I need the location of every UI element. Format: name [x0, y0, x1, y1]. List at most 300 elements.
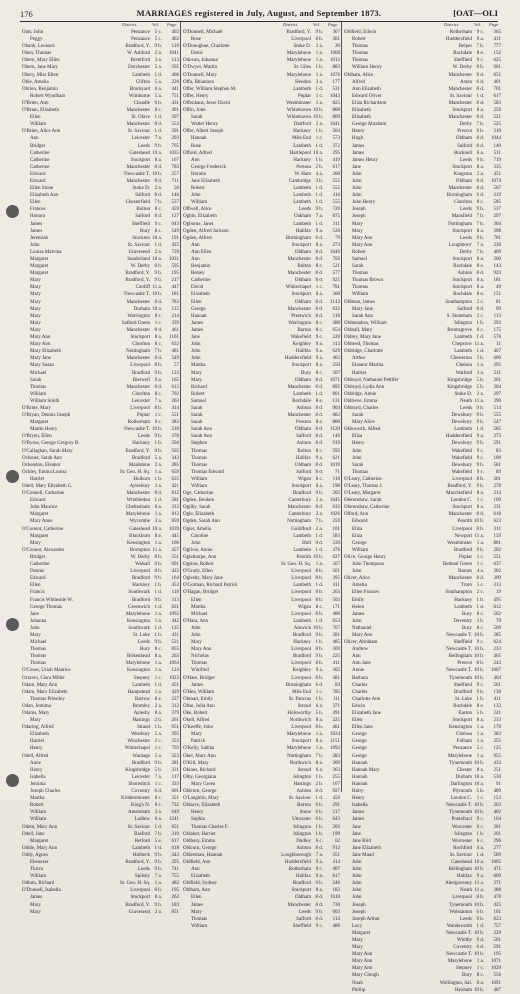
entry-page: 225: [332, 654, 340, 660]
entry-page: 233: [493, 718, 501, 724]
entry-volume: 9 b.: [154, 44, 162, 50]
index-entry: [344, 589, 502, 596]
entry-district: Manchester: [287, 257, 311, 262]
entry-name: Ogden, Reuben: [183, 498, 215, 504]
entry-volume: 9 b.: [154, 271, 162, 277]
index-entry: [22, 79, 180, 86]
entry-volume: 1 d.: [476, 923, 484, 929]
entry-volume: 6 a.: [315, 703, 323, 709]
entry-name: Robert: [191, 391, 205, 397]
index-entry: [22, 370, 180, 377]
entry-volume: 1 b.: [476, 597, 484, 603]
entry-volume: 7 b.: [154, 349, 162, 355]
entry-name: Mary Anne: [30, 519, 53, 525]
entry-volume: 8 a.: [476, 257, 484, 262]
entry-page: 632: [332, 306, 340, 312]
entry-name: Joseph: [352, 207, 366, 213]
index-entry: [22, 362, 180, 369]
index-entry: [344, 171, 502, 178]
entry-page: 521: [332, 264, 340, 270]
entry-name: O'Leary, Margaret: [344, 491, 381, 497]
index-entry: [22, 824, 180, 831]
entry-volume: 8 d.: [154, 384, 162, 390]
entry-page: 283: [332, 753, 340, 759]
entry-name: O'Brien, Ann: [22, 100, 49, 106]
entry-page: 1026: [330, 512, 340, 518]
entry-volume: 1 a.: [476, 732, 484, 738]
index-entry: [344, 781, 502, 788]
entry-name: Harriet: [30, 739, 45, 745]
entry-name: Hannah: [352, 760, 368, 766]
index-entry: [344, 597, 502, 604]
entry-district: Marylebone: [125, 661, 150, 667]
entry-district: Lambeth: [293, 86, 311, 92]
entry-district: Amersham: [128, 810, 150, 816]
entry-page: 1092: [169, 611, 179, 617]
index-entry: [344, 242, 502, 249]
entry-volume: 1 d.: [315, 200, 323, 206]
entry-district: Sunderland: [127, 257, 150, 262]
entry-volume: 8 c.: [154, 391, 162, 397]
entry-page: 220: [332, 335, 340, 341]
entry-page: 691: [171, 562, 179, 568]
entry-page: 1010: [330, 895, 340, 901]
index-entry: [344, 689, 502, 696]
entry-name: Mary Jane: [30, 356, 51, 362]
entry-page: 912: [332, 845, 340, 851]
entry-district: Aston: [460, 79, 472, 85]
entry-name: Oats, John: [22, 30, 44, 35]
entry-volume: 9 c.: [476, 448, 484, 454]
entry-name: Mary Alice: [352, 420, 375, 426]
entry-district: Newcastle T.: [446, 668, 472, 674]
entry-district: Stoke D.: [454, 391, 472, 397]
index-entry: [22, 717, 180, 724]
entry-name: Ogier, Amelia: [183, 526, 212, 532]
entry-district: Bradford: [292, 491, 311, 497]
entry-name: Henry: [191, 810, 204, 816]
entry-volume: 2 a.: [315, 498, 323, 504]
entry-district: Penzance: [131, 37, 150, 43]
entry-name: Oge, Catherine: [183, 491, 214, 497]
entry-page: 482: [171, 881, 179, 887]
entry-name: Ellen: [191, 299, 202, 305]
entry-page: 339: [332, 540, 340, 546]
index-entry: [344, 930, 502, 937]
entry-district: Halifax: [296, 455, 311, 461]
entry-name: John: [352, 178, 362, 184]
entry-volume: 8 d.: [476, 86, 484, 92]
entry-volume: 7 b.: [315, 519, 323, 525]
index-entry: [183, 795, 341, 802]
entry-district: Lambeth: [293, 143, 311, 149]
entry-district: Pontefract: [451, 817, 472, 823]
index-entry: [183, 86, 341, 93]
index-entry: [344, 944, 502, 951]
entry-volume: 9 a.: [315, 349, 323, 355]
entry-page: 402: [493, 810, 501, 816]
entry-name: Thirza: [30, 867, 44, 873]
entry-page: 447: [171, 285, 179, 291]
entry-district: Wigan: [297, 604, 311, 610]
entry-volume: 2 c.: [476, 590, 484, 596]
entry-volume: 9 b.: [154, 640, 162, 646]
entry-district: Leicester: [131, 136, 150, 142]
index-entry: [22, 554, 180, 561]
entry-name: Ogilby, Sarah: [183, 505, 211, 511]
entry-volume: 2 a.: [315, 512, 323, 518]
entry-name: William: [30, 391, 47, 397]
entry-name: Mary: [30, 718, 41, 724]
entry-district: Lambeth: [454, 427, 472, 433]
index-entry: [183, 36, 341, 43]
entry-district: Kensington: [126, 618, 150, 624]
entry-name: Thomas: [30, 661, 47, 667]
entry-page: 250: [332, 363, 340, 369]
entry-name: Obern, Mary Ellen: [22, 58, 60, 64]
entry-page: 751: [171, 93, 179, 99]
index-entry: [183, 433, 341, 440]
entry-volume: 9 b.: [476, 157, 484, 163]
entry-volume: 1 b.: [315, 824, 323, 830]
entry-name: Margaret: [30, 257, 49, 262]
entry-page: 89: [496, 469, 501, 475]
entry-district: Worcester: [451, 824, 472, 830]
entry-volume: 1 c.: [154, 413, 162, 419]
entry-name: Bridget: [30, 143, 45, 149]
index-entry: [22, 270, 180, 277]
index-entry: [183, 660, 341, 667]
entry-page: 255: [493, 739, 501, 745]
entry-district: Nottingham: [126, 349, 150, 355]
entry-name: Oldroyd, Lydia Ann: [344, 384, 385, 390]
entry-volume: 8 d.: [476, 186, 484, 192]
index-column-1: [22, 22, 180, 916]
entry-volume: 9 b.: [154, 902, 162, 908]
entry-volume: 1 a.: [315, 746, 323, 752]
entry-volume: 1 b.: [315, 640, 323, 646]
index-entry: [22, 469, 180, 476]
entry-name: Richard: [191, 384, 207, 390]
entry-district: Warrington: [288, 320, 311, 326]
entry-page: 241: [493, 711, 501, 716]
entry-page: 243: [493, 661, 501, 667]
entry-name: Rose: [191, 37, 201, 43]
entry-name: Oldfield, Sydney: [183, 881, 218, 887]
entry-page: 313: [171, 597, 179, 603]
entry-name: Mary: [30, 306, 41, 312]
entry-volume: 4 a.: [476, 845, 484, 851]
entry-page: 741: [171, 867, 179, 873]
entry-district: Leeds: [460, 235, 472, 241]
entry-district: Hartlepool: [289, 150, 311, 156]
entry-name: William: [352, 547, 369, 553]
entry-page: 257: [171, 171, 179, 177]
entry-volume: 8 e.: [154, 696, 162, 702]
index-entry: [344, 958, 502, 965]
entry-name: O'Kill, Mary: [183, 760, 209, 766]
entry-name: Robert: [352, 249, 366, 255]
entry-name: Catherine: [30, 157, 50, 163]
index-entry: [183, 213, 341, 220]
entry-volume: 8 d.: [315, 271, 323, 277]
entry-name: O'Connor, Alexander: [22, 547, 65, 553]
entry-district: Oldham: [294, 427, 311, 433]
index-entry: [183, 199, 341, 206]
index-entry: [22, 455, 180, 462]
entry-name: Martha: [191, 604, 206, 610]
index-entry: [344, 433, 502, 440]
entry-volume: 11 a.: [474, 881, 484, 887]
entry-volume: 10 b.: [474, 902, 484, 908]
entry-name: Mary: [30, 902, 41, 908]
entry-volume: 8 c.: [154, 108, 162, 114]
entry-page: 485: [332, 640, 340, 646]
index-entry: [183, 341, 341, 348]
entry-district: Fulham: [456, 739, 472, 745]
index-entry: [344, 291, 502, 298]
entry-page: 637: [493, 562, 501, 568]
index-entry: [22, 646, 180, 653]
entry-name: O'Hea, William: [183, 689, 215, 695]
entry-page: 629: [332, 349, 340, 355]
entry-page: 429: [171, 689, 179, 695]
entry-district: Blackburn: [129, 533, 150, 539]
entry-page: 81: [496, 299, 501, 305]
entry-name: Hannah: [191, 136, 207, 142]
entry-name: Eliza Richardson: [352, 100, 387, 106]
entry-name: Hannah: [191, 313, 207, 319]
entry-district: Plymouth: [452, 789, 472, 795]
index-entry: [183, 455, 341, 462]
entry-district: Manchester: [287, 413, 311, 419]
entry-name: James: [352, 143, 365, 149]
entry-page: 729: [171, 249, 179, 255]
entry-page: 422: [171, 569, 179, 575]
index-entry: [183, 774, 341, 781]
entry-page: 195: [493, 952, 501, 958]
binder-hole: [6, 618, 19, 631]
entry-volume: 8 e.: [315, 398, 323, 404]
entry-name: Oliver, Alice: [344, 576, 370, 582]
entry-name: Jane Elizabeth: [352, 845, 382, 851]
entry-district: Stockport: [291, 363, 311, 369]
index-entry: [183, 299, 341, 306]
index-entry: [183, 696, 341, 703]
entry-district: Kingsbridge: [447, 384, 472, 390]
entry-name: Oldmeadow, William: [344, 320, 387, 326]
entry-name: Robert: [30, 803, 44, 809]
entry-page: 312: [171, 505, 179, 511]
index-entry: [183, 873, 341, 880]
entry-district: Holborn: [133, 476, 150, 482]
entry-page: 551: [171, 554, 179, 560]
entry-district: Rochdale: [453, 703, 472, 709]
index-entry: [22, 597, 180, 604]
entry-volume: 5 a.: [154, 79, 162, 85]
entry-volume: 8 a.: [154, 157, 162, 163]
entry-name: James: [352, 810, 365, 816]
index-entry: [22, 263, 180, 270]
entry-page: 301: [493, 824, 501, 830]
entry-district: Bradford, Y.: [125, 44, 150, 50]
entry-district: Newcastle T.: [446, 803, 472, 809]
index-entry: [183, 462, 341, 469]
index-entry: [344, 675, 502, 682]
entry-name: O'Connor, Catherine: [22, 526, 64, 532]
entry-page: 659: [171, 469, 179, 475]
index-entry: [183, 157, 341, 164]
entry-district: Salford: [457, 143, 472, 149]
entry-volume: 1 d.: [476, 349, 484, 355]
entry-page: 262: [171, 895, 179, 901]
entry-district: Whitechapel: [124, 746, 150, 752]
entry-page: 635: [171, 476, 179, 482]
entry-page: 388: [493, 888, 501, 894]
index-entry: [344, 72, 502, 79]
entry-page: 520: [332, 228, 340, 234]
entry-page: 583: [332, 533, 340, 539]
entry-name: Arthur: [352, 356, 366, 362]
entry-volume: 8 d.: [315, 462, 323, 468]
entry-page: 801: [493, 540, 501, 546]
entry-volume: 6 a.: [154, 86, 162, 92]
entry-page: 618: [171, 845, 179, 851]
entry-district: Stepney: [133, 675, 150, 681]
entry-page: 695: [332, 384, 340, 390]
index-entry: [183, 816, 341, 823]
entry-name: John: [191, 356, 201, 362]
entry-volume: 5 b.: [476, 384, 484, 390]
entry-district: Manchester: [287, 306, 311, 312]
index-entry: [344, 859, 502, 866]
index-entry: [183, 703, 341, 710]
entry-volume: 10 b.: [474, 760, 484, 766]
entry-district: Bradford: [292, 632, 311, 638]
entry-district: Barrow: [135, 696, 150, 702]
entry-name: Hannah: [352, 781, 368, 787]
column-header: [344, 22, 502, 29]
entry-district: Stone: [299, 810, 311, 816]
entry-volume: 1 c.: [476, 554, 484, 560]
index-entry: [344, 923, 502, 930]
index-entry: [22, 462, 180, 469]
entry-page: 507: [332, 562, 340, 568]
index-entry: [344, 143, 502, 150]
entry-volume: 1 c.: [315, 136, 323, 142]
entry-page: 231: [493, 505, 501, 511]
entry-page: 627: [332, 554, 340, 560]
entry-page: 170: [493, 725, 501, 731]
entry-district: Bradford: [453, 547, 472, 553]
entry-district: Liverpool: [291, 661, 311, 667]
entry-district: Salford: [296, 434, 311, 440]
entry-district: Lambeth: [293, 391, 311, 397]
entry-name: Mary Susan: [30, 363, 55, 369]
entry-volume: 8 e.: [476, 51, 484, 57]
index-entry: [22, 213, 180, 220]
entry-district: St. Pancras: [288, 696, 311, 702]
index-entry: [344, 412, 502, 419]
entry-page: 623: [493, 519, 501, 525]
index-entry: [344, 114, 502, 121]
index-entry: [22, 866, 180, 873]
index-entry: [22, 64, 180, 71]
entry-page: 525: [493, 122, 501, 128]
entry-district: Rotherham: [127, 420, 150, 426]
index-entry: [344, 540, 502, 547]
index-entry: [183, 504, 341, 511]
entry-name: John: [352, 455, 362, 461]
entry-page: 470: [493, 895, 501, 901]
entry-district: Bradford: [453, 689, 472, 695]
entry-page: 307: [332, 30, 340, 35]
entry-volume: 11 a.: [152, 285, 162, 291]
entry-district: Canterbury: [288, 512, 311, 518]
index-entry: [22, 710, 180, 717]
entry-district: Loughboro': [448, 242, 472, 248]
entry-district: Stockport: [452, 505, 472, 511]
entry-volume: 2 b.: [154, 718, 162, 724]
index-entry: [183, 164, 341, 171]
entry-volume: 6 a.: [476, 980, 484, 986]
index-entry: [183, 72, 341, 79]
entry-volume: 8 c.: [315, 476, 323, 482]
index-entry: [22, 150, 180, 157]
index-entry: [183, 377, 341, 384]
entry-district: Oldham: [294, 299, 311, 305]
index-entry: [22, 902, 180, 909]
index-entry: [344, 86, 502, 93]
index-entry: [183, 426, 341, 433]
index-entry: [344, 561, 502, 568]
index-entry: [183, 185, 341, 192]
index-entry: [344, 618, 502, 625]
entry-volume: 1 d.: [476, 93, 484, 99]
index-entry: [344, 604, 502, 611]
entry-volume: 8 c.: [315, 327, 323, 333]
index-entry: [183, 724, 341, 731]
entry-district: Oldham: [294, 462, 311, 468]
index-entry: [344, 313, 502, 320]
entry-page: 507: [332, 370, 340, 376]
entry-volume: 2 a.: [154, 51, 162, 57]
entry-name: Sarah: [352, 462, 364, 468]
index-entry: [344, 455, 502, 462]
entry-page: 110: [332, 476, 340, 482]
entry-volume: 2 b.: [315, 781, 323, 787]
entry-district: Truro: [460, 583, 472, 589]
entry-volume: 8 b.: [315, 611, 323, 617]
index-entry: [183, 575, 341, 582]
entry-volume: 1 a.: [154, 469, 162, 475]
entry-page: 530: [493, 774, 501, 780]
entry-name: Oldrey, Mary Jane: [344, 335, 382, 341]
index-entry: [183, 667, 341, 674]
index-entry: [183, 838, 341, 845]
entry-name: Eliza: [352, 434, 363, 440]
entry-district: Daventry: [453, 618, 472, 624]
entry-page: 381: [332, 675, 340, 681]
entry-name: Octavio, Clara Miller: [22, 675, 65, 681]
entry-page: 486: [332, 923, 340, 929]
entry-name: O'Gorman, Richard Patrick: [183, 583, 238, 589]
index-entry: [183, 107, 341, 114]
entry-volume: 8 d.: [476, 115, 484, 121]
entry-page: 293: [171, 136, 179, 142]
entry-district: Chelsea: [456, 363, 472, 369]
entry-page: 592: [332, 448, 340, 454]
